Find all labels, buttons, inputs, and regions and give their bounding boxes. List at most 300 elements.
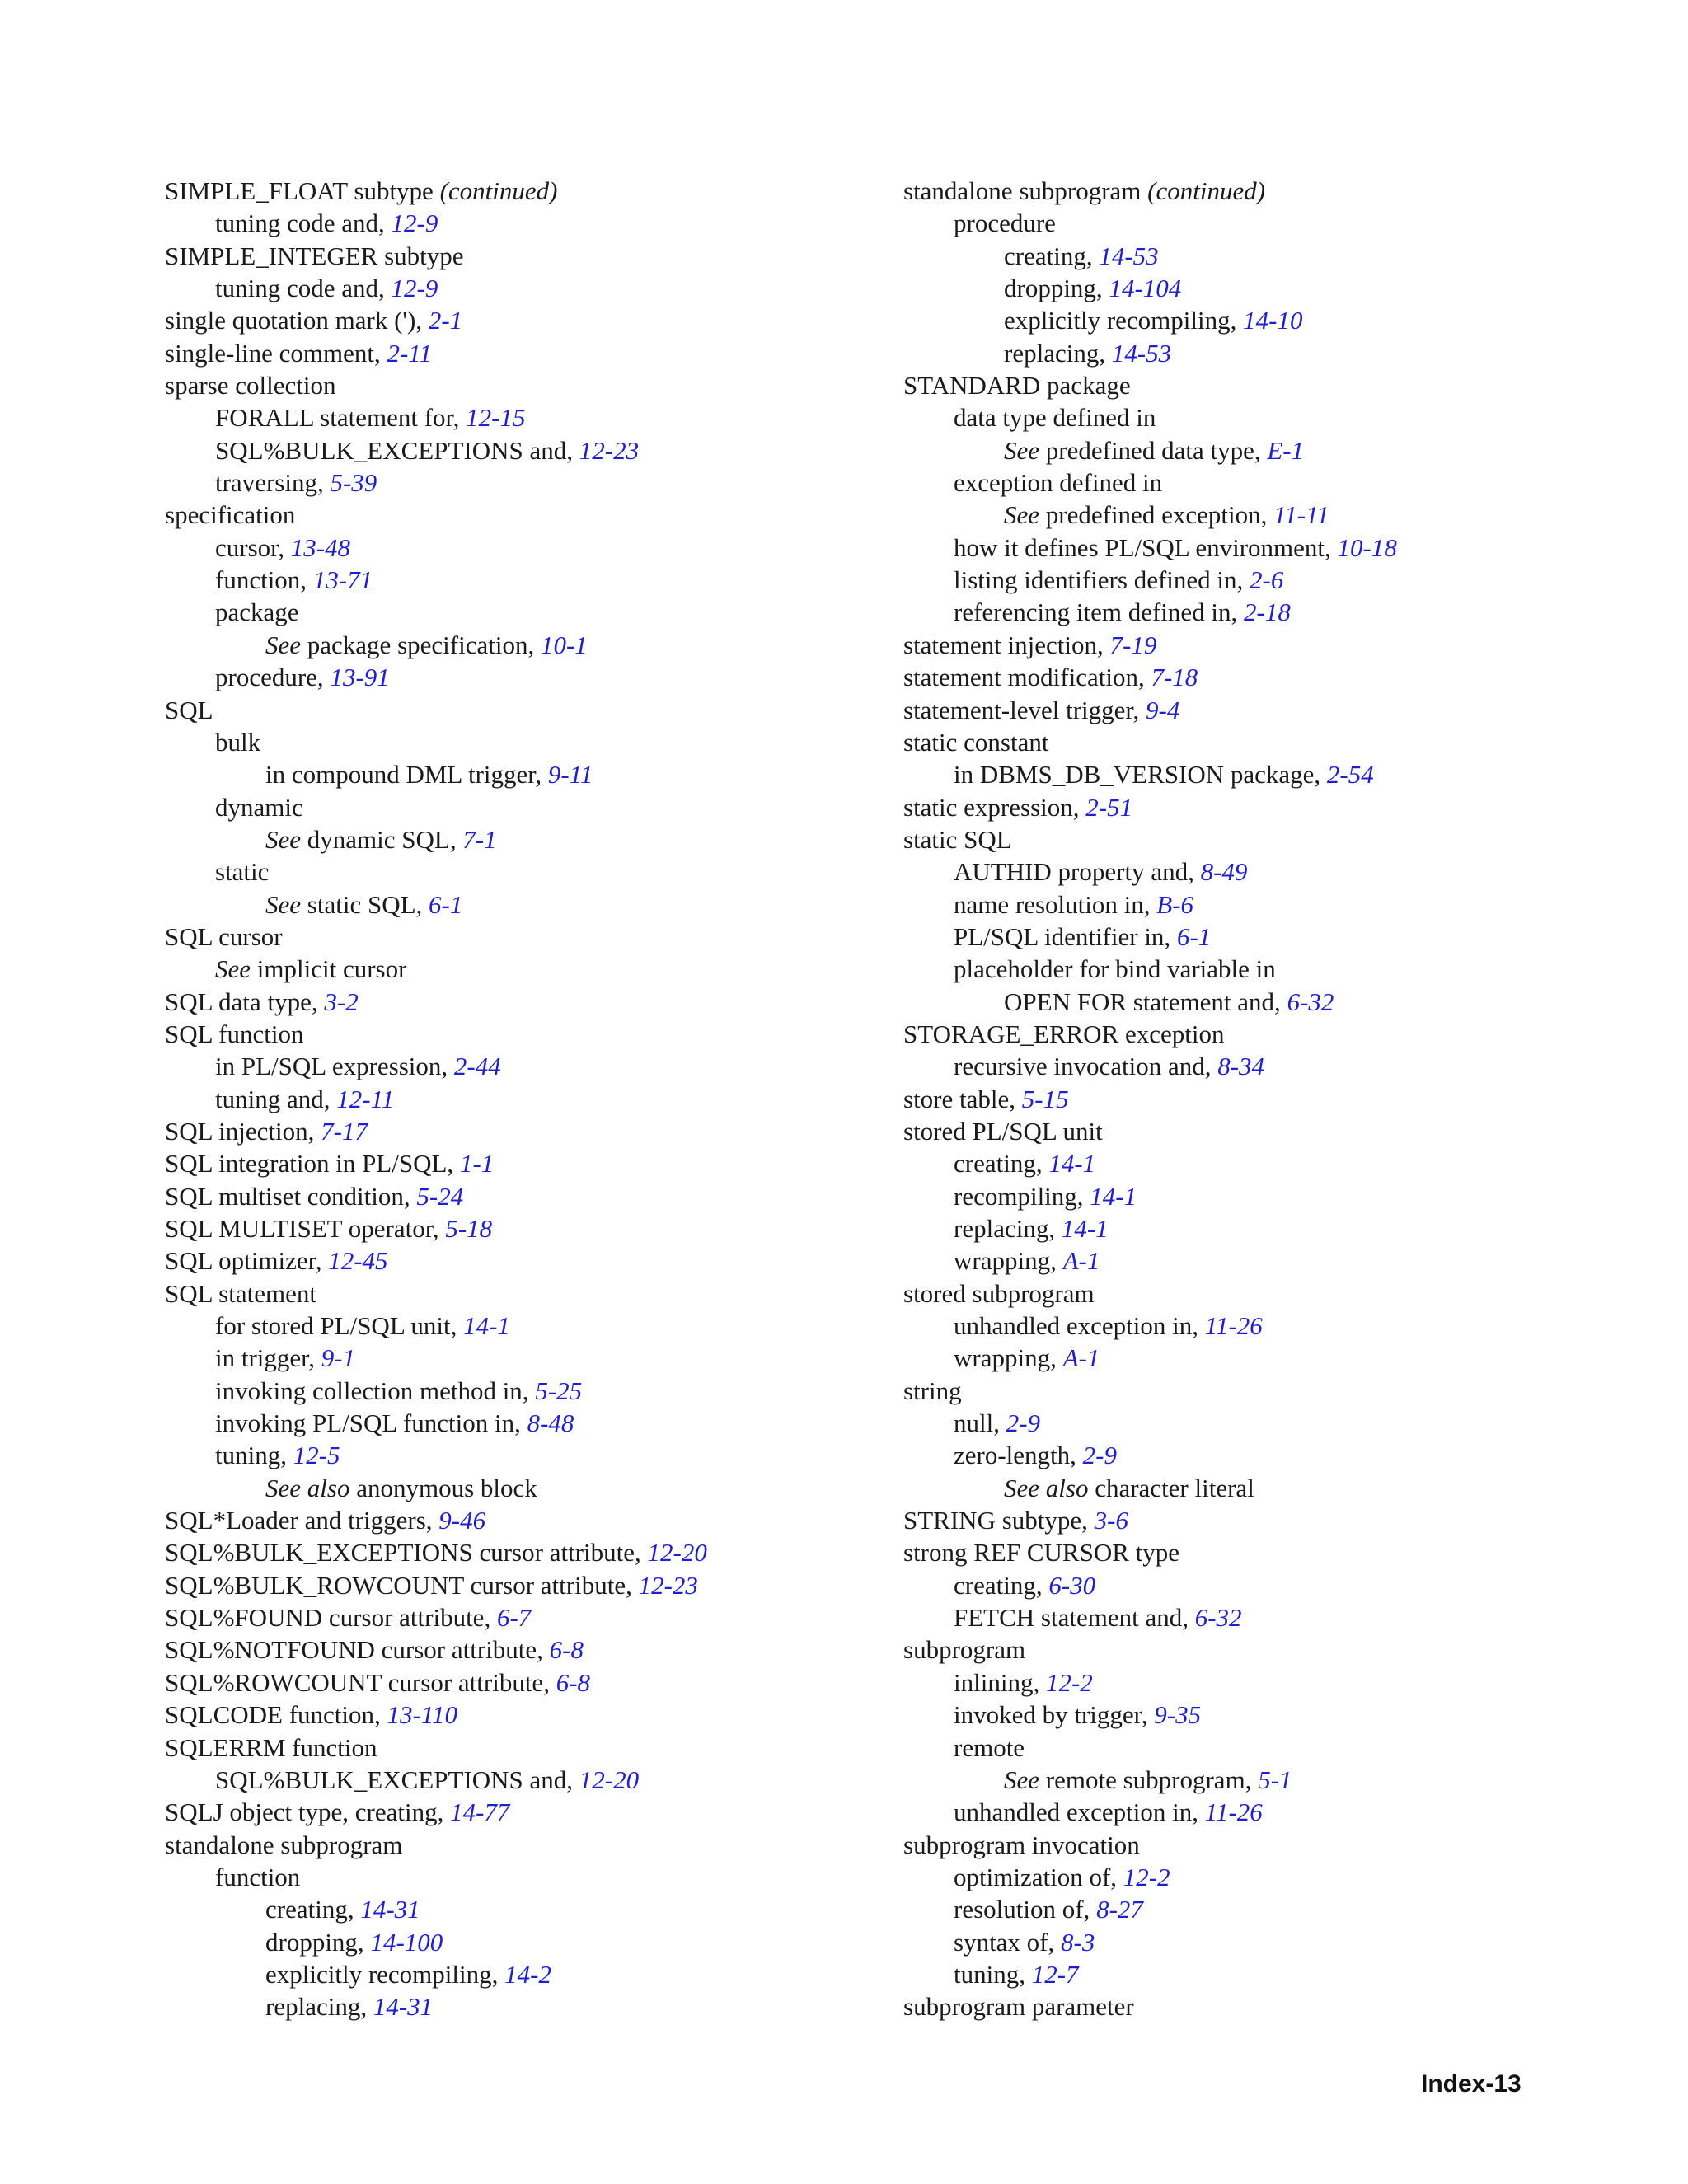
index-term: STORAGE_ERROR exception: [903, 1019, 1225, 1048]
index-term: in trigger,: [215, 1343, 321, 1373]
page-reference-link[interactable]: 14-31: [373, 1992, 434, 2022]
index-entry: [903, 758, 1629, 790]
index-entry: [165, 1342, 890, 1374]
page-reference-link[interactable]: 14-1: [463, 1311, 510, 1341]
index-term: traversing,: [215, 468, 331, 498]
index-entry: [165, 434, 890, 466]
page-number: Index-13: [1421, 2070, 1522, 2097]
index-term: static SQL: [903, 824, 1012, 854]
index-entry: [165, 986, 890, 1018]
page-reference-link[interactable]: 12-45: [328, 1246, 388, 1276]
page-reference-link[interactable]: 2-1: [428, 306, 463, 335]
index-entry: [165, 1601, 890, 1633]
index-term: function,: [215, 565, 313, 595]
index-entry: [903, 337, 1629, 369]
index-column-right: [903, 175, 1629, 2023]
index-term: dynamic: [215, 792, 303, 822]
index-term: SQL%BULK_EXCEPTIONS cursor attribute,: [165, 1538, 648, 1568]
index-term: string: [903, 1376, 962, 1405]
page-reference-link[interactable]: 2-18: [1244, 598, 1291, 627]
index-entry: [165, 207, 890, 239]
page-reference-link[interactable]: 9-35: [1154, 1700, 1202, 1730]
index-entry: [165, 726, 890, 758]
index-term: single quotation mark ('),: [165, 306, 429, 335]
page-reference-link[interactable]: 6-8: [556, 1667, 591, 1697]
index-entry: [165, 1958, 890, 1990]
index-entry: [165, 1115, 890, 1147]
page-reference-link[interactable]: 8-3: [1061, 1927, 1095, 1957]
index-entry: [165, 1277, 890, 1310]
index-term: tuning,: [215, 1441, 293, 1470]
continued-label: (continued): [1147, 176, 1266, 205]
index-term: static SQL,: [301, 889, 429, 919]
index-term: PL/SQL identifier in,: [954, 921, 1177, 951]
page-reference-link[interactable]: 6-32: [1287, 987, 1334, 1016]
index-entry: [165, 823, 890, 855]
index-entry: [165, 532, 890, 564]
page-reference-link[interactable]: 11-26: [1204, 1797, 1263, 1827]
index-term: explicitly recompiling,: [265, 1959, 505, 1989]
index-entry: [903, 694, 1629, 726]
continued-label: (continued): [439, 176, 558, 205]
index-term: stored subprogram: [903, 1278, 1095, 1308]
page-reference-link[interactable]: 14-104: [1109, 274, 1182, 303]
page-reference-link[interactable]: 12-2: [1123, 1862, 1170, 1891]
index-entry: [165, 1893, 890, 1925]
index-entry: [165, 1633, 890, 1666]
index-entry: [165, 1699, 890, 1731]
page-reference-link[interactable]: 6-1: [1176, 921, 1212, 951]
page-reference-link[interactable]: 13-110: [387, 1700, 458, 1730]
index-term: data type defined in: [954, 403, 1156, 433]
index-entry: [903, 272, 1629, 304]
index-entry: [903, 1342, 1629, 1374]
index-entry: [165, 1244, 890, 1277]
index-term: tuning and,: [215, 1084, 337, 1113]
page-reference-link[interactable]: 3-2: [324, 987, 359, 1016]
page-reference-link[interactable]: 1-1: [459, 1149, 495, 1179]
index-entry: [165, 1926, 890, 1958]
index-term: creating,: [1004, 241, 1100, 270]
index-entry: [903, 823, 1629, 855]
index-term: statement modification,: [903, 663, 1151, 692]
index-term: STRING subtype,: [903, 1506, 1095, 1535]
index-term: SQL function: [165, 1019, 304, 1048]
index-term: remote: [954, 1732, 1025, 1762]
index-entry: [903, 1861, 1629, 1893]
page-reference-link[interactable]: 6-1: [429, 889, 463, 919]
page-reference-link[interactable]: 14-1: [1061, 1214, 1109, 1243]
index-term: package specification,: [301, 630, 541, 659]
page-reference-link[interactable]: 12-5: [293, 1441, 340, 1470]
index-term: stored PL/SQL unit: [903, 1116, 1103, 1146]
index-entry: [903, 304, 1629, 336]
page-reference-link[interactable]: 12-23: [579, 435, 640, 465]
page-reference-link[interactable]: 7-19: [1109, 630, 1157, 659]
index-term: SQL cursor: [165, 921, 283, 951]
index-term: SIMPLE_FLOAT subtype: [165, 176, 440, 205]
index-term: name resolution in,: [954, 889, 1157, 919]
index-entry: [903, 1732, 1629, 1764]
index-term: SQL MULTISET operator,: [165, 1214, 446, 1243]
index-entry: [165, 175, 890, 207]
index-term: SQL injection,: [165, 1116, 321, 1146]
index-term: invoking PL/SQL function in,: [215, 1408, 528, 1438]
page-reference-link[interactable]: 12-9: [391, 209, 438, 238]
index-term: explicitly recompiling,: [1004, 306, 1244, 335]
index-term: predefined exception,: [1039, 500, 1274, 530]
index-entry: [165, 953, 890, 985]
index-term: SQL%FOUND cursor attribute,: [165, 1603, 497, 1633]
index-term: SQL%BULK_ROWCOUNT cursor attribute,: [165, 1570, 639, 1600]
page-reference-link[interactable]: 2-9: [1082, 1441, 1117, 1470]
see-reference-label: See also: [265, 1473, 350, 1502]
index-entry: [165, 1472, 890, 1504]
page-reference-link[interactable]: 9-1: [321, 1343, 356, 1373]
page-reference-link[interactable]: 5-24: [416, 1181, 464, 1211]
index-entry: [165, 888, 890, 921]
index-term: predefined data type,: [1039, 435, 1268, 465]
see-reference-label: See: [265, 824, 302, 854]
index-entry: [165, 1180, 890, 1212]
page-reference-link[interactable]: 12-20: [579, 1765, 640, 1794]
page-reference-link[interactable]: 2-44: [453, 1052, 501, 1081]
index-term: standalone subprogram: [903, 176, 1148, 205]
page-reference-link[interactable]: 14-1: [1048, 1149, 1096, 1179]
index-term: AUTHID property and,: [954, 857, 1201, 887]
index-term: creating,: [954, 1149, 1049, 1179]
index-entry: [903, 888, 1629, 921]
page-reference-link[interactable]: 8-34: [1217, 1052, 1265, 1081]
see-reference-label: See: [215, 954, 251, 984]
page-reference-link[interactable]: 12-9: [391, 274, 438, 303]
index-entry: [165, 1990, 890, 2022]
page-reference-link[interactable]: 8-48: [527, 1408, 574, 1438]
index-entry: [903, 1699, 1629, 1731]
index-entry: [903, 240, 1629, 272]
index-term: function: [215, 1862, 301, 1891]
page-reference-link[interactable]: 12-7: [1031, 1959, 1079, 1989]
index-term: unhandled exception in,: [954, 1797, 1205, 1827]
page-reference-link[interactable]: 8-27: [1096, 1895, 1143, 1924]
index-entry: [165, 1375, 890, 1407]
index-entry: [165, 466, 890, 499]
index-term: SQL integration in PL/SQL,: [165, 1149, 460, 1179]
index-entry: [165, 1764, 890, 1796]
index-term: standalone subprogram: [165, 1830, 403, 1859]
index-term: specification: [165, 500, 296, 530]
index-entry: [903, 1764, 1629, 1796]
index-entry: [903, 1212, 1629, 1244]
page-reference-link[interactable]: 12-11: [336, 1084, 395, 1113]
page-reference-link[interactable]: A-1: [1062, 1343, 1100, 1373]
index-term: anonymous block: [349, 1473, 537, 1502]
index-entry: [903, 1796, 1629, 1828]
index-entry: [165, 1829, 890, 1861]
index-term: implicit cursor: [251, 954, 407, 984]
index-entry: [903, 1244, 1629, 1277]
index-entry: [903, 175, 1629, 207]
page-reference-link[interactable]: 14-53: [1111, 338, 1172, 368]
index-term: invoking collection method in,: [215, 1376, 536, 1405]
page-reference-link[interactable]: 9-46: [438, 1506, 486, 1535]
index-term: SQL statement: [165, 1278, 316, 1308]
index-term: static: [215, 857, 270, 887]
index-term: SQL data type,: [165, 987, 325, 1016]
index-term: invoked by trigger,: [954, 1700, 1155, 1730]
page-reference-link[interactable]: 7-1: [462, 824, 497, 854]
index-term: replacing,: [954, 1214, 1062, 1243]
index-term: procedure: [954, 209, 1056, 238]
page-reference-link[interactable]: 14-53: [1099, 241, 1159, 270]
index-entry: [165, 1861, 890, 1893]
index-term: OPEN FOR statement and,: [1004, 987, 1287, 1016]
index-term: SQL*Loader and triggers,: [165, 1506, 439, 1535]
see-reference-label: See: [265, 889, 302, 919]
page-reference-link[interactable]: 12-15: [466, 403, 526, 433]
page-reference-link[interactable]: 6-30: [1048, 1570, 1096, 1600]
index-entry: [903, 1893, 1629, 1925]
index-term: character literal: [1088, 1473, 1254, 1502]
index-term: subprogram: [903, 1635, 1026, 1665]
page-reference-link[interactable]: 3-6: [1094, 1506, 1128, 1535]
index-entry: [903, 564, 1629, 596]
index-entry: [165, 1310, 890, 1342]
index-term: exception defined in: [954, 468, 1163, 498]
index-entry: [903, 1018, 1629, 1050]
index-term: subprogram invocation: [903, 1830, 1140, 1859]
page-reference-link[interactable]: 8-49: [1200, 857, 1248, 887]
index-term: package: [215, 598, 299, 627]
index-term: tuning code and,: [215, 209, 392, 238]
index-term: tuning,: [954, 1959, 1032, 1989]
index-entry: [165, 1083, 890, 1115]
page-reference-link[interactable]: 12-20: [647, 1538, 707, 1568]
index-entry: [165, 337, 890, 369]
page-reference-link[interactable]: 10-1: [540, 630, 588, 659]
page-reference-link[interactable]: 10-18: [1337, 532, 1397, 562]
index-term: syntax of,: [954, 1927, 1062, 1957]
index-entry: [903, 1407, 1629, 1439]
index-term: creating,: [265, 1895, 361, 1924]
page-reference-link[interactable]: 6-7: [496, 1603, 532, 1633]
index-entry: [165, 1796, 890, 1828]
page-reference-link[interactable]: 2-9: [1006, 1408, 1041, 1438]
index-entry: [903, 401, 1629, 434]
index-entry: [903, 986, 1629, 1018]
page-reference-link[interactable]: 2-6: [1250, 565, 1284, 595]
index-entry: [903, 466, 1629, 499]
index-term: replacing,: [265, 1992, 373, 2022]
page-reference-link[interactable]: 13-71: [312, 565, 373, 595]
index-entry: [903, 1375, 1629, 1407]
page-reference-link[interactable]: 5-1: [1258, 1765, 1292, 1794]
index-term: dynamic SQL,: [301, 824, 463, 854]
see-reference-label: See: [1004, 435, 1040, 465]
index-term: in PL/SQL expression,: [215, 1052, 454, 1081]
index-term: SQL%BULK_EXCEPTIONS and,: [215, 1765, 579, 1794]
index-entry: [165, 1569, 890, 1601]
index-term: resolution of,: [954, 1895, 1097, 1924]
page-reference-link[interactable]: 11-11: [1273, 500, 1329, 530]
index-term: optimization of,: [954, 1862, 1123, 1891]
index-term: recursive invocation and,: [954, 1052, 1218, 1081]
index-term: null,: [954, 1408, 1006, 1438]
index-entry: [903, 855, 1629, 888]
page-reference-link[interactable]: 13-48: [290, 532, 351, 562]
index-entry: [165, 1018, 890, 1050]
index-entry: [165, 1407, 890, 1439]
page-reference-link[interactable]: 5-25: [535, 1376, 583, 1405]
page-reference-link[interactable]: 14-10: [1243, 306, 1303, 335]
index-entry: [165, 661, 890, 693]
index-entry: [903, 1536, 1629, 1568]
index-entry: [903, 1601, 1629, 1633]
index-entry: [903, 1277, 1629, 1310]
page-reference-link[interactable]: E-1: [1267, 435, 1305, 465]
index-column-left: [165, 175, 890, 2023]
index-entry: [165, 499, 890, 531]
page-reference-link[interactable]: 6-32: [1194, 1603, 1242, 1633]
index-entry: [903, 596, 1629, 628]
index-term: replacing,: [1004, 338, 1112, 368]
index-term: SQL optimizer,: [165, 1246, 329, 1276]
index-term: static constant: [903, 727, 1049, 757]
index-entry: [903, 1310, 1629, 1342]
index-term: recompiling,: [954, 1181, 1090, 1211]
index-entry: [165, 921, 890, 953]
index-entry: [903, 921, 1629, 953]
index-term: for stored PL/SQL unit,: [215, 1311, 464, 1341]
index-term: subprogram parameter: [903, 1992, 1134, 2022]
index-term: STANDARD package: [903, 371, 1131, 401]
index-entry: [903, 661, 1629, 693]
index-entry: [903, 1990, 1629, 2022]
index-term: SQLERRM function: [165, 1732, 377, 1762]
index-term: sparse collection: [165, 371, 336, 401]
page-reference-link[interactable]: 5-15: [1021, 1084, 1069, 1113]
index-term: SQL%NOTFOUND cursor attribute,: [165, 1635, 550, 1665]
index-entry: [165, 629, 890, 661]
index-entry: [903, 207, 1629, 239]
index-term: SIMPLE_INTEGER subtype: [165, 241, 464, 270]
index-term: wrapping,: [954, 1343, 1063, 1373]
index-term: unhandled exception in,: [954, 1311, 1205, 1341]
index-term: statement injection,: [903, 630, 1110, 659]
page-reference-link[interactable]: 14-31: [360, 1895, 420, 1924]
page-reference-link[interactable]: 7-17: [321, 1116, 368, 1146]
index-entry: [165, 564, 890, 596]
index-entry: [903, 1666, 1629, 1699]
index-entry: [903, 499, 1629, 531]
page-reference-link[interactable]: 14-2: [504, 1959, 551, 1989]
index-entry: [165, 1666, 890, 1699]
page-reference-link[interactable]: 14-77: [450, 1797, 510, 1827]
index-term: SQL%BULK_EXCEPTIONS and,: [215, 435, 579, 465]
index-entry: [165, 1439, 890, 1471]
index-entry: [165, 1147, 890, 1179]
index-term: bulk: [215, 727, 261, 757]
page-reference-link[interactable]: A-1: [1062, 1246, 1100, 1276]
index-entry: [903, 1504, 1629, 1536]
index-term: referencing item defined in,: [954, 598, 1245, 627]
page-reference-link[interactable]: 2-51: [1085, 792, 1133, 822]
index-entry: [903, 1180, 1629, 1212]
index-entry: [903, 953, 1629, 985]
page-reference-link[interactable]: 5-39: [330, 468, 377, 498]
page-reference-link[interactable]: 11-26: [1204, 1311, 1263, 1341]
index-entry: [165, 401, 890, 434]
index-term: zero-length,: [954, 1441, 1083, 1470]
index-entry: [903, 1633, 1629, 1666]
page-reference-link[interactable]: 5-18: [445, 1214, 493, 1243]
index-term: listing identifiers defined in,: [954, 565, 1250, 595]
page-reference-link[interactable]: 9-4: [1146, 695, 1180, 724]
page-reference-link[interactable]: 13-91: [330, 663, 390, 692]
index-term: SQLCODE function,: [165, 1700, 387, 1730]
page-reference-link[interactable]: 2-54: [1326, 760, 1374, 790]
index-term: statement-level trigger,: [903, 695, 1146, 724]
index-entry: [903, 1115, 1629, 1147]
index-entry: [903, 1958, 1629, 1990]
index-entry: [165, 272, 890, 304]
page-reference-link[interactable]: 12-23: [638, 1570, 698, 1600]
index-term: static expression,: [903, 792, 1086, 822]
index-term: store table,: [903, 1084, 1022, 1113]
see-reference-label: See: [265, 630, 302, 659]
page-reference-link[interactable]: 14-1: [1090, 1181, 1137, 1211]
index-entry: [903, 369, 1629, 401]
index-entry: [165, 855, 890, 888]
index-entry: [165, 1212, 890, 1244]
see-reference-label: See: [1004, 1765, 1040, 1794]
index-term: wrapping,: [954, 1246, 1063, 1276]
page-reference-link[interactable]: 12-2: [1045, 1667, 1093, 1697]
page-reference-link[interactable]: 6-8: [549, 1635, 584, 1665]
index-entry: [165, 304, 890, 336]
index-entry: [903, 791, 1629, 823]
index-term: dropping,: [1004, 274, 1109, 303]
page-reference-link[interactable]: 7-18: [1151, 663, 1198, 692]
index-term: SQL%ROWCOUNT cursor attribute,: [165, 1667, 556, 1697]
index-term: in DBMS_DB_VERSION package,: [954, 760, 1327, 790]
page-reference-link[interactable]: B-6: [1156, 889, 1193, 919]
index-entry: [165, 1504, 890, 1536]
see-reference-label: See also: [1004, 1473, 1089, 1502]
page-reference-link[interactable]: 14-100: [370, 1927, 443, 1957]
index-term: how it defines PL/SQL environment,: [954, 532, 1338, 562]
index-entry: [903, 532, 1629, 564]
index-term: tuning code and,: [215, 274, 392, 303]
index-term: SQL multiset condition,: [165, 1181, 417, 1211]
page-reference-link[interactable]: 9-11: [547, 760, 593, 790]
page-reference-link[interactable]: 2-11: [387, 338, 432, 368]
index-term: single-line comment,: [165, 338, 387, 368]
index-entry: [903, 1147, 1629, 1179]
index-entry: [903, 1569, 1629, 1601]
index-term: SQL: [165, 695, 213, 724]
index-term: cursor,: [215, 532, 291, 562]
index-term: SQLJ object type, creating,: [165, 1797, 451, 1827]
index-entry: [903, 1472, 1629, 1504]
index-term: strong REF CURSOR type: [903, 1538, 1180, 1568]
index-entry: [903, 629, 1629, 661]
index-entry: [165, 1050, 890, 1082]
index-term: creating,: [954, 1570, 1049, 1600]
index-entry: [165, 1536, 890, 1568]
index-term: in compound DML trigger,: [265, 760, 548, 790]
index-term: placeholder for bind variable in: [954, 954, 1276, 984]
